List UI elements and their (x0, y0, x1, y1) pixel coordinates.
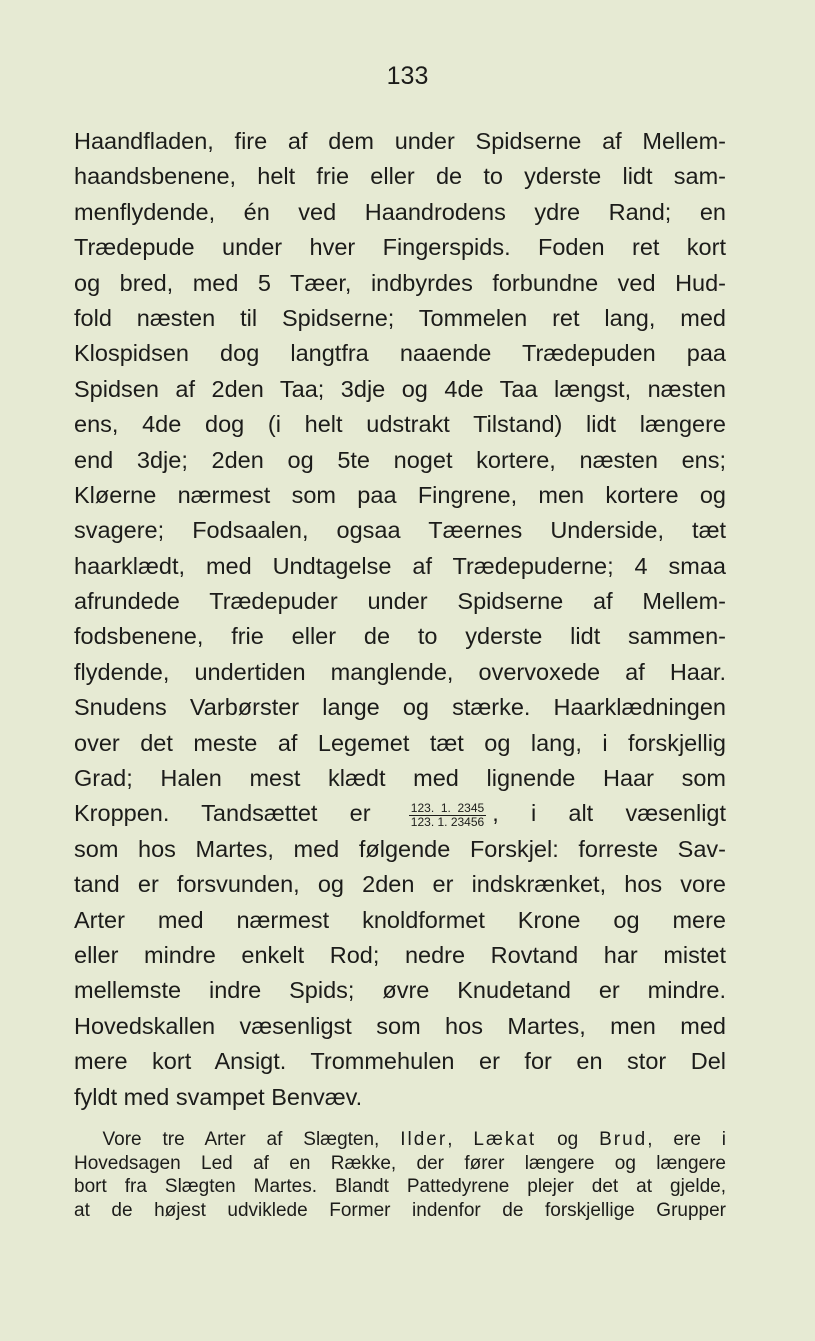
formula-lead-text: Kroppen. Tandsættet er (74, 800, 371, 827)
formula-denominator: 123. 1. 23456 (410, 814, 485, 829)
text-line: som hos Martes, med følgende Forskjel: forreste Sav- (74, 835, 726, 862)
text-line: Spidsen af 2den Taa; 3dje og 4de Taa længst, næsten (74, 375, 726, 402)
text-line: fyldt med svampet Benvæv. (74, 1083, 363, 1110)
text-line: end 3dje; 2den og 5te noget kortere, næsten ens; (74, 446, 726, 473)
text-line: ens, 4de dog (i helt udstrakt Tilstand) lidt længere (74, 411, 726, 438)
text-line: eller mindre enkelt Rod; nedre Rovtand har mistet (74, 941, 726, 968)
species-brud: Brud (599, 1129, 648, 1150)
formula-trail-text: , i alt væsenligt (492, 800, 726, 827)
text-line: afrundede Trædepuder under Spidserne af Mellem- (74, 588, 726, 615)
text-line: over det meste af Legemet tæt og lang, i forskjellig (74, 729, 726, 756)
text-line: haandsbenene, helt frie eller de to yderste lidt sam- (74, 163, 726, 190)
formula-numerator: 123. 1. 2345 (410, 800, 485, 815)
note-paragraph (74, 1128, 726, 1222)
text-line: Haandfladen, fire af dem under Spidserne af Mellem- (74, 128, 726, 154)
text-line: og bred, med 5 Tæer, indbyrdes forbundne ved Hud- (74, 269, 726, 296)
note-line: Vore tre Arter af Slægten, Ilder, Lækat og Brud, ere i (102, 1129, 726, 1150)
text-line: Hovedskallen væsenligst som hos Martes, men med (74, 1012, 726, 1039)
text-line: haarklædt, med Undtagelse af Trædepuderne; 4 smaa (74, 552, 726, 579)
note-line: at de højest udviklede Former indenfor de forskjellige Grupper (74, 1199, 726, 1221)
dental-formula-line (74, 796, 726, 831)
text-line: Arter med nærmest knoldformet Krone og mere (74, 906, 726, 933)
text-line: flydende, undertiden manglende, overvoxede af Haar. (74, 658, 726, 685)
text-line: Klospidsen dog langtfra naaende Trædepuden paa (74, 340, 726, 367)
text-line: svagere; Fodsaalen, ogsaa Tæernes Underside, tæt (74, 517, 726, 544)
text-line: mere kort Ansigt. Trommehulen er for en stor Del (74, 1048, 726, 1075)
text-line: mellemste indre Spids; øvre Knudetand er mindre. (74, 977, 726, 1004)
text-line: Snudens Varbørster lange og stærke. Haarklædningen (74, 694, 726, 721)
text-line: menflydende, én ved Haandrodens ydre Rand; en (74, 198, 726, 225)
species-laekat: Lækat (473, 1129, 537, 1150)
text-line: Grad; Halen mest klædt med lignende Haar som (74, 765, 726, 792)
note-line: Hovedsagen Led af en Række, der fører længere og længere (74, 1152, 726, 1174)
species-ilder: Ilder (400, 1129, 448, 1150)
note-line: bort fra Slægten Martes. Blandt Pattedyrene plejer det at gjelde, (74, 1176, 726, 1197)
text-line: fodsbenene, frie eller de to yderste lidt sammen- (74, 623, 726, 650)
dental-formula (409, 802, 486, 829)
text-line: fold næsten til Spidserne; Tommelen ret lang, med (74, 304, 726, 331)
text-line: tand er forsvunden, og 2den er indskrænket, hos vore (74, 871, 726, 898)
text-line: Kløerne nærmest som paa Fingrene, men kortere og (74, 481, 726, 508)
page-number: 133 (386, 62, 429, 90)
text-line: Trædepude under hver Fingerspids. Foden ret kort (74, 234, 726, 261)
main-text (74, 124, 726, 1115)
